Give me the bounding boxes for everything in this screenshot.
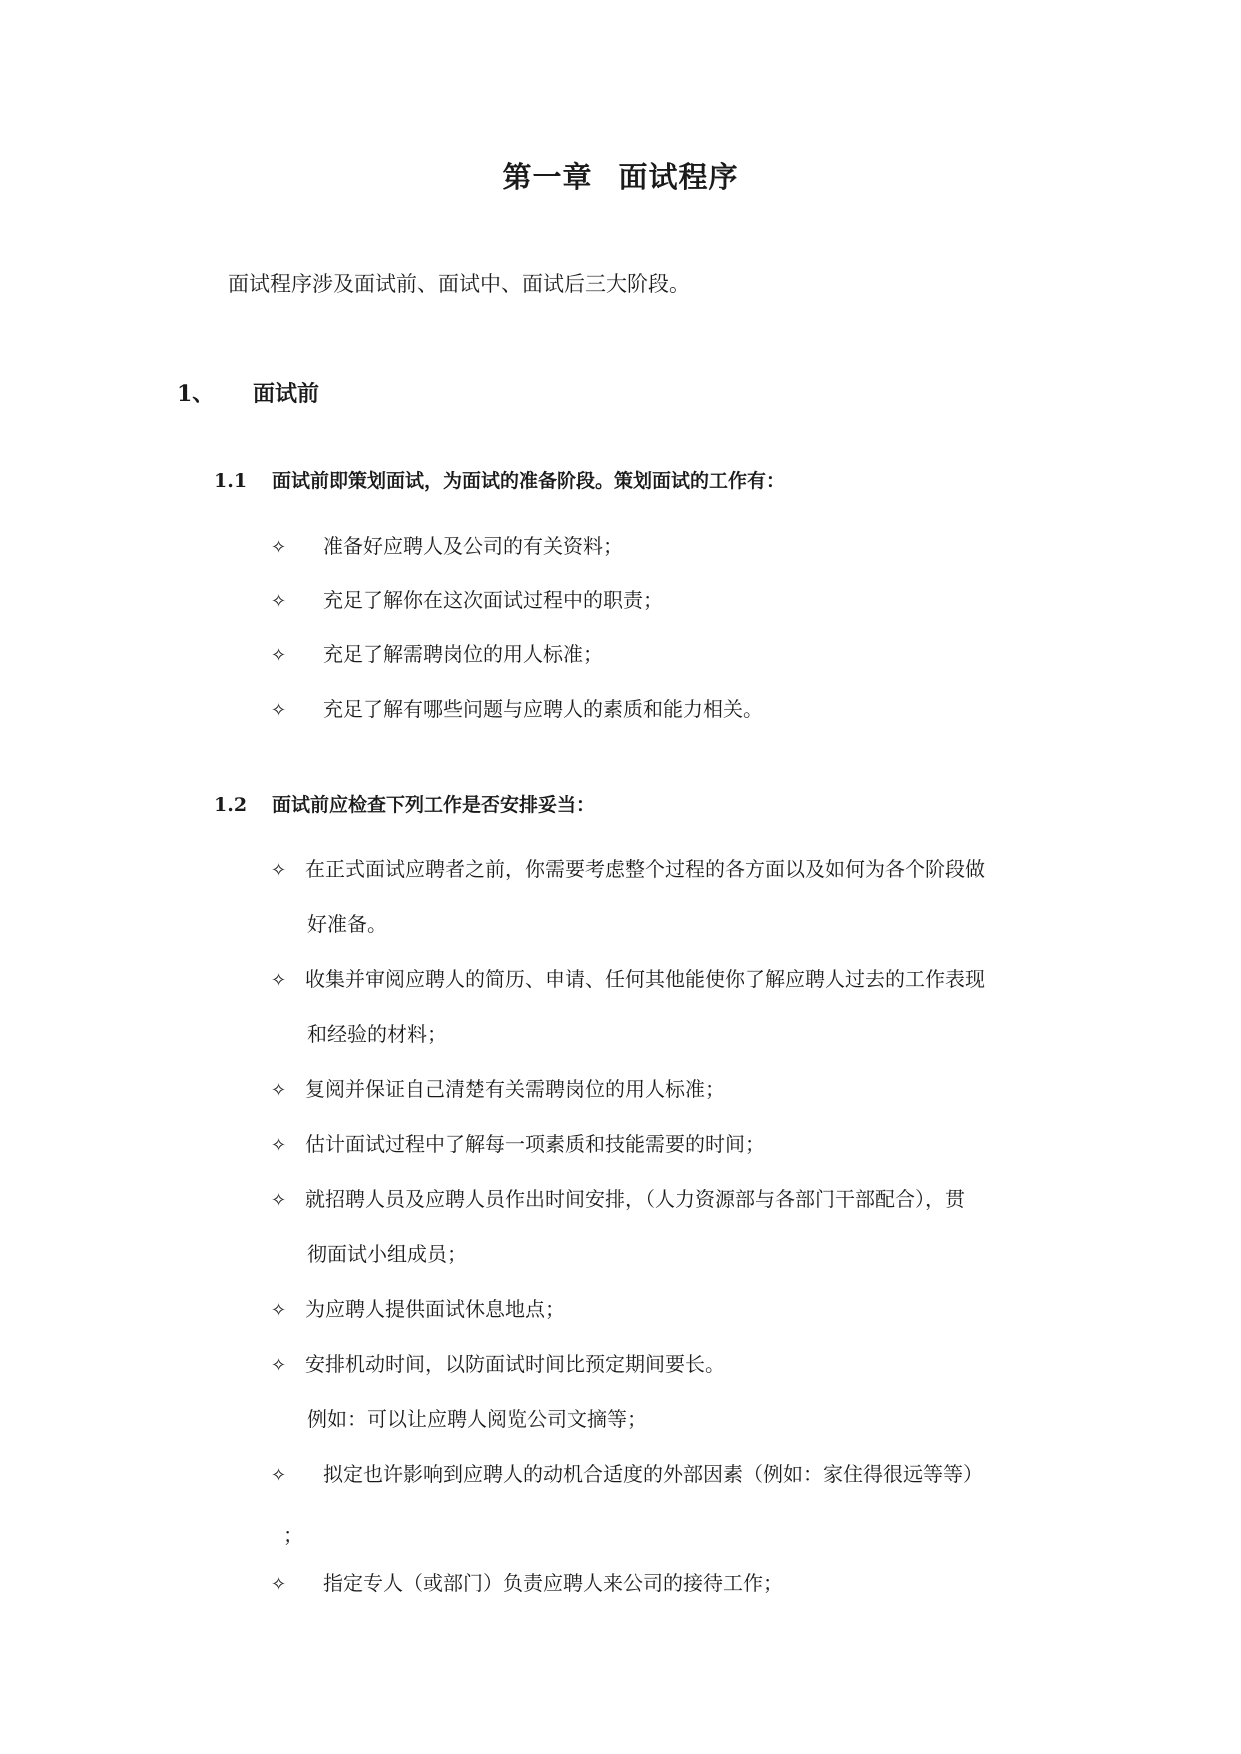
section-heading-1 — [177, 377, 319, 408]
list-item: ✧ 充足了解有哪些问题与应聘人的素质和能力相关。 — [271, 697, 763, 721]
list-item: ✧ 就招聘人员及应聘人员作出时间安排，（人力资源部与各部门干部配合），贯 — [271, 1187, 965, 1211]
bullet-icon: ✧ — [271, 860, 287, 881]
chapter-name: 面试程序 — [618, 160, 739, 194]
bullet-icon: ✧ — [271, 700, 287, 721]
list-item: ✧ 充足了解需聘岗位的用人标准； — [271, 642, 603, 666]
bullet-icon: ✧ — [271, 645, 287, 666]
list-item: ✧ 在正式面试应聘者之前，你需要考虑整个过程的各方面以及如何为各个阶段做 — [271, 857, 985, 881]
section-title: 面试前 — [253, 381, 320, 407]
intro-paragraph: 面试程序涉及面试前、面试中、面试后三大阶段。 — [228, 272, 690, 296]
list-item-continuation: 彻面试小组成员； — [307, 1242, 467, 1266]
list-item: ✧ 为应聘人提供面试休息地点； — [271, 1297, 565, 1321]
chapter-title — [0, 155, 1241, 196]
list-item: ✧ 复阅并保证自己清楚有关需聘岗位的用人标准； — [271, 1077, 725, 1101]
list-item-continuation: ； — [283, 1523, 303, 1547]
bullet-icon: ✧ — [271, 1574, 287, 1595]
list-item-continuation: 例如：可以让应聘人阅览公司文摘等； — [307, 1407, 647, 1431]
bullet-icon: ✧ — [271, 1300, 287, 1321]
chapter-label: 第一章 — [502, 160, 593, 194]
bullet-icon: ✧ — [271, 1355, 287, 1376]
bullet-icon: ✧ — [271, 1135, 287, 1156]
bullet-icon: ✧ — [271, 970, 287, 991]
subsection-number: 1.1 — [214, 470, 248, 492]
list-item: ✧ 估计面试过程中了解每一项素质和技能需要的时间； — [271, 1132, 765, 1156]
subsection-number: 1.2 — [214, 794, 248, 816]
bullet-icon: ✧ — [271, 537, 287, 558]
bullet-icon: ✧ — [271, 1465, 287, 1486]
list-item-continuation: 和经验的材料； — [307, 1022, 447, 1046]
list-item: ✧ 安排机动时间，以防面试时间比预定期间要长。 — [271, 1352, 725, 1376]
list-item: ✧ 收集并审阅应聘人的简历、申请、任何其他能使你了解应聘人过去的工作表现 — [271, 967, 985, 991]
subsection-title: 面试前应检查下列工作是否安排妥当： — [272, 794, 596, 816]
list-item: ✧ 准备好应聘人及公司的有关资料； — [271, 534, 623, 558]
section-number: 1、 — [177, 381, 215, 407]
bullet-icon: ✧ — [271, 1080, 287, 1101]
subsection-heading-1-2 — [214, 790, 595, 817]
bullet-icon: ✧ — [271, 1190, 287, 1211]
bullet-icon: ✧ — [271, 591, 287, 612]
list-item: ✧ 拟定也许影响到应聘人的动机合适度的外部因素（例如：家住得很远等等） — [271, 1462, 983, 1486]
list-item-continuation: 好准备。 — [307, 912, 387, 936]
subsection-title: 面试前即策划面试，为面试的准备阶段。策划面试的工作有： — [272, 470, 786, 492]
subsection-heading-1-1 — [214, 466, 785, 493]
list-item: ✧ 指定专人（或部门）负责应聘人来公司的接待工作； — [271, 1571, 783, 1595]
list-item: ✧ 充足了解你在这次面试过程中的职责； — [271, 588, 663, 612]
